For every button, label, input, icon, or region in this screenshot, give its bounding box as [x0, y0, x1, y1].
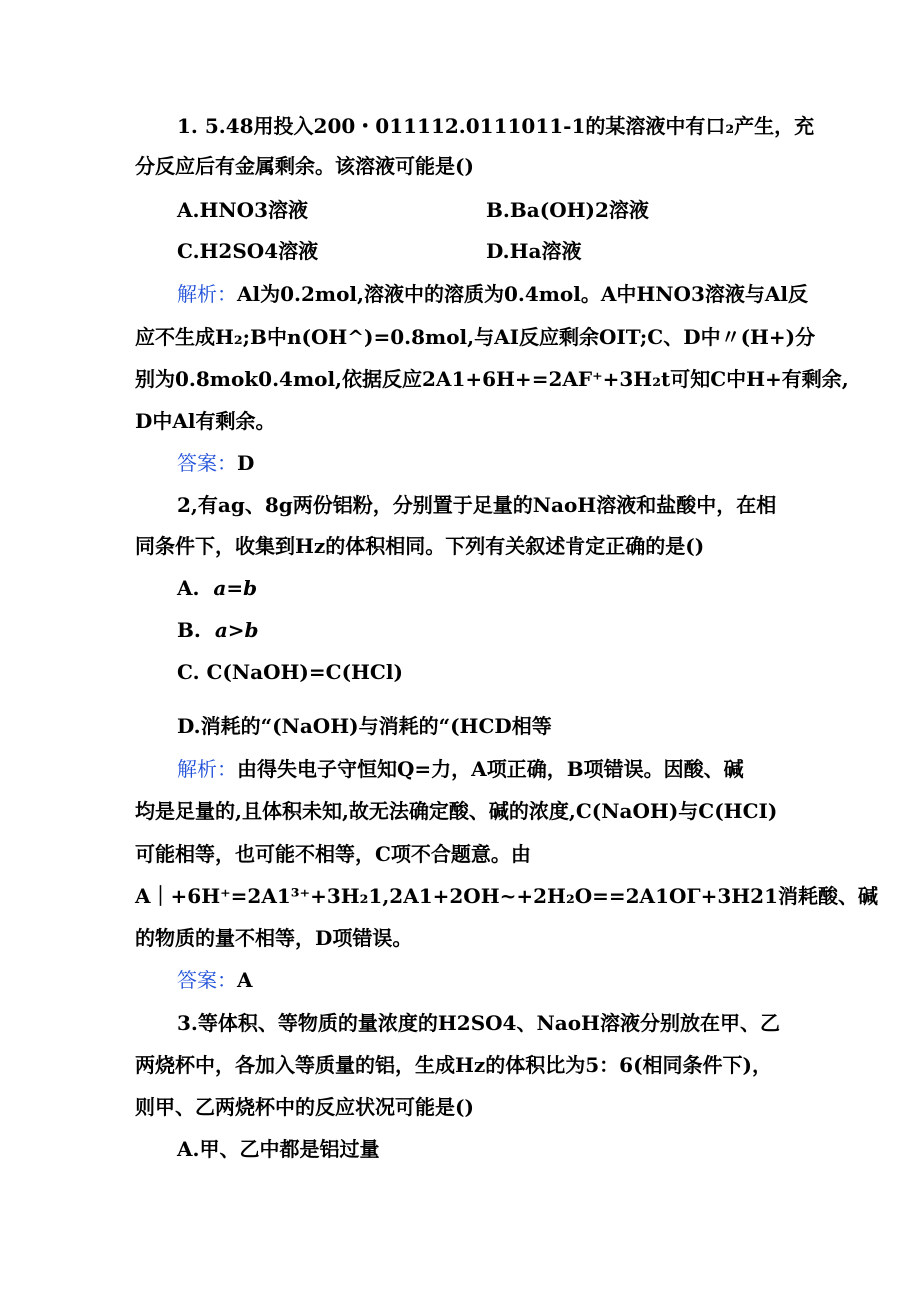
q2-option-d: D.消耗的“(NaOH)与消耗的“(HCD相等 [177, 714, 552, 738]
q3-stem-line-3: 则甲、乙两烧杯中的反应状况可能是() [135, 1095, 474, 1119]
q1-analysis-line-2: 应不生成H₂;B中n(OH^)=0.8mol,与AI反应剩余OIT;C、D中〃(H+)分 [135, 325, 816, 349]
q2-analysis-text-1: 由得失电子守恒知Q=力，A项正确，B项错误。因酸、碱 [237, 757, 744, 781]
q2-option-a-prefix: A. [177, 576, 200, 600]
q2-option-a-body: a=b [213, 576, 258, 600]
q2-analysis-line-5: 的物质的量不相等，D项错误。 [135, 926, 413, 950]
q1-answer-value: D [237, 451, 255, 475]
q2-option-b-prefix: B. [177, 618, 201, 642]
q2-analysis-line-1 [177, 756, 744, 782]
answer-label: 答案： [177, 968, 237, 992]
q2-analysis-line-2: 均是足量的,且体积未知,故无法确定酸、碱的浓度,C(NaOH)与C(HCI) [135, 799, 778, 823]
q1-analysis-line-1 [177, 281, 808, 307]
q2-answer-line [177, 967, 253, 993]
q1-stem-line-1: 1. 5.48用投入200・011112.0111011-1的某溶液中有口₂产生，充 [177, 114, 815, 138]
q1-analysis-text-1: Al为0.2mol,溶液中的溶质为0.4mol。A中HNO3溶液与Al反 [237, 282, 809, 306]
q2-stem-line-2: 同条件下，收集到Hz的体积相同。下列有关叙述肯定正确的是() [135, 534, 705, 558]
q2-stem-line-1: 2,有ag、8g两份铝粉，分别置于足量的NaoH溶液和盐酸中，在相 [177, 493, 777, 517]
q2-answer-value: A [237, 968, 253, 992]
q3-option-a: A.甲、乙中都是铝过量 [177, 1137, 380, 1161]
q2-option-b-body: a>b [214, 618, 259, 642]
q1-option-d: D.Ha溶液 [486, 239, 582, 263]
q2-option-c: C. C(NaOH)=C(HCl) [177, 660, 403, 684]
q1-answer-line [177, 450, 254, 476]
analysis-label: 解析： [177, 757, 237, 781]
q1-option-a: A.HNO3溶液 [177, 198, 308, 222]
analysis-label: 解析： [177, 282, 237, 306]
q1-stem-line-2: 分反应后有金属剩余。该溶液可能是() [135, 154, 474, 178]
q1-option-b: B.Ba(OH)2溶液 [486, 198, 649, 222]
q2-analysis-line-4: A｜+6H⁺=2A1³⁺+3H₂1,2A1+2OH~+2H₂O==2A1OΓ+3H21消耗酸、碱 [135, 884, 879, 908]
q2-option-b [177, 617, 259, 643]
q1-analysis-line-4: D中Al有剩余。 [135, 409, 276, 433]
q3-stem-line-1: 3.等体积、等物质的量浓度的H2SO4、NaoH溶液分别放在甲、乙 [177, 1011, 780, 1035]
q1-option-c: C.H2SO4溶液 [177, 239, 319, 263]
answer-label: 答案： [177, 451, 237, 475]
q3-stem-line-2: 两烧杯中，各加入等质量的铝，生成Hz的体积比为5：6(相同条件下)， [135, 1053, 773, 1077]
q2-option-a [177, 575, 257, 601]
q2-analysis-line-3: 可能相等，也可能不相等，C项不合题意。由 [135, 842, 531, 866]
q1-analysis-line-3: 别为0.8mok0.4mol,依据反应2A1+6H+=2AF⁺+3H₂t可知C中H+有剩余, [135, 367, 849, 391]
